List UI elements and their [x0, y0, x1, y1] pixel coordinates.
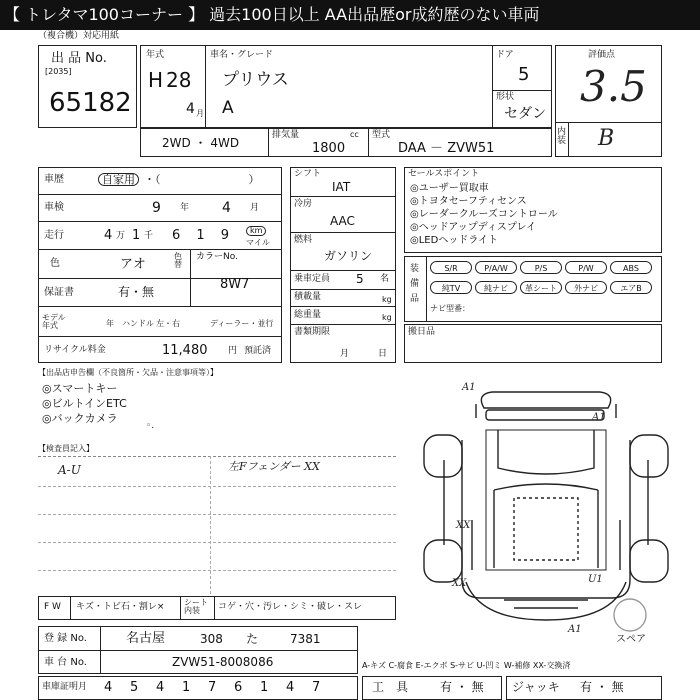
interior-value: B [598, 126, 615, 151]
diagram-left-rear-wheel [424, 540, 462, 582]
exhibitor-item: ◎ビルトインETC [42, 397, 127, 410]
arrival-box [404, 324, 662, 363]
registration-city: 名古屋 [126, 631, 166, 646]
lot-box [38, 45, 137, 128]
color-label: 色 [50, 258, 60, 269]
mileage-km: km [246, 226, 266, 236]
diagram-mark-a1b: A1 [592, 412, 606, 423]
gross-label: 総重量 [294, 310, 322, 320]
cert-digit: 4 [156, 680, 165, 695]
arrival-label: 搬日品 [408, 327, 436, 337]
mileage-sen-unit: 千 [144, 231, 154, 241]
displacement-label: 排気量 [272, 130, 300, 140]
color-no: 8W7 [220, 277, 250, 292]
gross-unit: kg [382, 313, 392, 322]
checks-seat-label: シート内装 [184, 598, 208, 615]
registration-label: 登 録 No. [44, 633, 87, 644]
year-label: 年式 [146, 50, 165, 60]
displacement-value: 1800 [312, 141, 346, 156]
mileage-label: 走行 [44, 230, 64, 241]
ac-value: AAC [330, 214, 355, 228]
lot-label: 出 品 No. [51, 51, 107, 66]
doors-label: ドア [496, 50, 514, 60]
cert-digit: 7 [208, 680, 217, 695]
diagram-left-front-wheel [424, 435, 462, 477]
car-history-rest: ・（ ） [144, 173, 260, 186]
capacity-value: 5 [356, 272, 364, 286]
sales-points-list [410, 182, 558, 247]
tools-value: 有 ・ 無 [440, 680, 484, 694]
mileage-sen: 1 [132, 228, 141, 243]
top-note: （複合機）対応用紙 [38, 31, 120, 41]
cert-label: 車庫証明月 [42, 682, 88, 692]
navi-label: ナビ型番： [430, 304, 470, 313]
diagram-mark-a1c: A1 [568, 624, 582, 635]
score-value: 3.5 [580, 62, 647, 111]
inspector-label: 【検査員記入】 [38, 444, 94, 453]
car-name-label: 車名・グレード [210, 50, 274, 60]
equipment-item: エアB [610, 281, 652, 294]
load-label: 積載量 [294, 292, 322, 302]
ac-label: 冷房 [294, 199, 313, 209]
diagram-right-rear-wheel [630, 540, 668, 582]
doors-value: 5 [518, 64, 530, 85]
recycle-unit: 円 [228, 346, 238, 356]
model-value: DAA － ZVW51 [398, 141, 495, 156]
model-label: 型式 [372, 130, 391, 140]
dealer-label: ディーラー・並行 [210, 319, 274, 328]
shift-value: IAT [332, 180, 351, 194]
equipment-item: 純TV [430, 281, 472, 294]
diagram-mark-xx1: XX [456, 520, 471, 531]
sales-points-label: セールスポイント [408, 169, 480, 179]
checks-seat-items: コゲ・穴・汚レ・シミ・破レ・スレ [218, 602, 363, 612]
handle-label: ハンドル [122, 319, 154, 328]
chassis-value: ZVW51-8008086 [172, 655, 274, 669]
sales-point-item: ◎トヨタセーフティセンス [410, 196, 527, 207]
body-type-label: 形状 [496, 92, 515, 102]
inspection-month-unit: 月 [250, 203, 260, 213]
tools-label: 工 具 [372, 680, 409, 694]
cert-digit: 1 [182, 680, 191, 695]
diagram-right-front-wheel [630, 435, 668, 477]
lot-sub: [2035] [45, 67, 72, 76]
capacity-unit: 名 [380, 274, 390, 284]
legend: A-キズ C-腐食 E-エクボ S-サビ U-凹ミ W-補修 XX-交換済 [362, 661, 571, 670]
equipment-item: ABS [610, 261, 652, 274]
sales-point-item: ◎ユーザー買取車 [410, 183, 489, 194]
model-year-unit: 年 [106, 319, 114, 328]
cert-digit: 7 [312, 680, 321, 695]
year-value: 28 [166, 68, 192, 92]
score-label: 評価点 [588, 50, 616, 60]
fuel-value: ガソリン [324, 249, 373, 263]
history-box [38, 167, 282, 363]
checks-items: キズ・トビ石・割レ× [76, 602, 165, 612]
capacity-label: 乗車定員 [294, 274, 331, 284]
interior-label: 内装 [557, 127, 567, 146]
cert-digit: 4 [286, 680, 295, 695]
equipment-item: P/A/W [475, 261, 517, 274]
model-year-label: モデル年式 [42, 313, 66, 330]
mileage-mile: マイル [246, 238, 270, 247]
equipment-item: P/S [520, 261, 562, 274]
inspector-note1: A-U [58, 463, 81, 477]
color-value: アオ [120, 257, 146, 272]
inspection-year-unit: 年 [180, 203, 190, 213]
sales-point-item: ◎レーダークルーズコントロール [410, 209, 558, 220]
exhibitor-label: 【出品店申告欄（不良箇所・欠品・注意事項等）】 [38, 368, 218, 377]
docs-day-unit: 日 [378, 349, 388, 359]
inspector-note2: 左Fフェンダー XX [228, 460, 320, 473]
diagram-spare-label: スペア [616, 634, 646, 645]
exhibitor-list [42, 381, 127, 426]
sales-point-item: ◎LEDヘッドライト [410, 235, 499, 246]
recycle-value: 11,480 [162, 343, 208, 358]
chassis-label: 車 台 No. [44, 657, 87, 668]
exhibitor-item: ◎スマートキー [42, 382, 118, 395]
registration-num: 308 [200, 632, 223, 646]
drive-value: 2WD ・ 4WD [162, 136, 240, 150]
equipment-item: 革シート [520, 281, 562, 294]
diagram-mark-a1: A1 [462, 382, 476, 393]
cert-digit: 6 [234, 680, 243, 695]
inspection-label: 車検 [44, 202, 64, 213]
mileage-rest: 6 1 9 [172, 228, 236, 243]
diagram-mark-xx2: XX [452, 578, 467, 589]
exhibitor-item: ◎バックカメラ [42, 412, 118, 425]
diagram-front-mirror-bar [486, 410, 604, 420]
inspection-month: 4 [222, 200, 231, 216]
lot-number: 65182 [49, 88, 132, 118]
equipment-item: 外ナビ [565, 281, 607, 294]
color-no-label: カラーNo. [196, 252, 238, 262]
checks-fw: F W [44, 602, 61, 612]
cert-digit: 5 [130, 680, 139, 695]
equipment-item: 純ナビ [475, 281, 517, 294]
sales-point-item: ◎ヘッドアップディスプレイ [410, 222, 537, 233]
year-month-unit: 月 [196, 109, 204, 118]
warranty-value: 有・無 [118, 285, 155, 299]
equipment-item: S/R [430, 261, 472, 274]
car-history-label: 車歴 [44, 174, 64, 185]
color-change: 色替 [174, 252, 182, 269]
mileage-man: 4 [104, 228, 113, 243]
warranty-label: 保証書 [44, 287, 74, 298]
equipment-item: P/W [565, 261, 607, 274]
car-grade: A [222, 98, 234, 118]
cert-digit: 4 [104, 680, 113, 695]
load-unit: kg [382, 295, 392, 304]
jack-label: ジャッキ [512, 680, 560, 694]
recycle-note: 預託済 [244, 346, 272, 356]
equipment-label: 装備品 [410, 264, 420, 304]
mileage-man-unit: 万 [116, 231, 126, 241]
displacement-unit: cc [350, 130, 359, 139]
cert-digit: 1 [260, 680, 269, 695]
car-name: プリウス [222, 70, 289, 90]
diagram-mark-u1: U1 [588, 574, 603, 585]
jack-value: 有 ・ 無 [580, 680, 624, 694]
diagram-rear-bumper [466, 582, 626, 620]
inspection-year: 9 [152, 200, 161, 216]
docs-label: 書類期限 [294, 327, 331, 337]
diagram-spare-tire [614, 599, 646, 631]
year-era: H [148, 68, 164, 92]
registration-kana: た [246, 632, 259, 646]
fuel-label: 燃料 [294, 235, 313, 245]
year-month: 4 [186, 101, 195, 117]
body-type-value: セダン [504, 106, 547, 122]
car-history-value: 自家用 [98, 173, 139, 186]
pen-mark: ◦. [146, 421, 155, 431]
handle-value: 左・右 [156, 319, 180, 328]
shift-label: シフト [294, 169, 322, 179]
diagram-front-bumper [481, 392, 610, 408]
registration-plate: 7381 [290, 632, 321, 646]
car-diagram [404, 370, 684, 645]
docs-unit: 月 [340, 349, 350, 359]
banner: 【 トレタマ100コーナー 】 過去100日以上 AA出品歴or成約歴のない車両 [0, 0, 700, 30]
recycle-label: リサイクル料金 [44, 345, 106, 355]
